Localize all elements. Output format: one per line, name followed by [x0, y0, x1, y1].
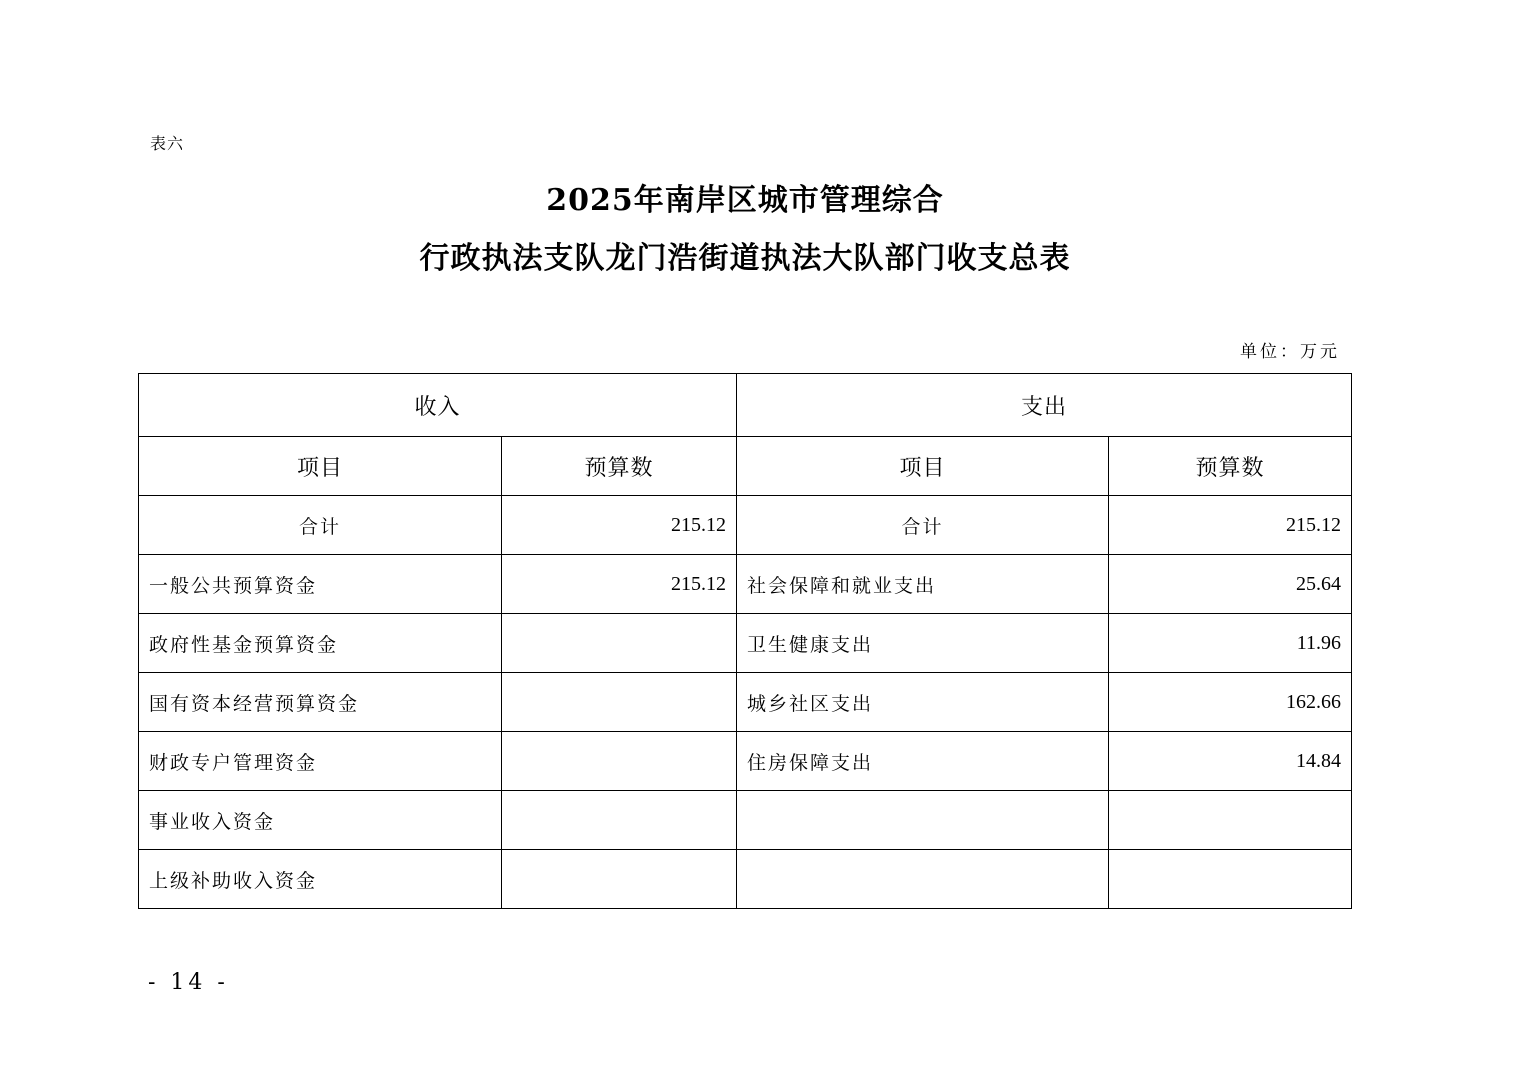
income-item-header: 项目 — [139, 437, 502, 496]
budget-table — [138, 373, 1352, 909]
income-value: 215.12 — [502, 555, 737, 614]
expense-item: 住房保障支出 — [737, 732, 1109, 791]
document-title-line-1: 2025年南岸区城市管理综合 — [546, 183, 944, 218]
income-item: 财政专户管理资金 — [139, 732, 502, 791]
income-total-value: 215.12 — [502, 496, 737, 555]
expense-value: 25.64 — [1109, 555, 1352, 614]
table-row — [139, 673, 1352, 732]
income-item: 事业收入资金 — [139, 791, 502, 850]
expense-item — [737, 850, 1109, 909]
expense-item-header: 项目 — [737, 437, 1109, 496]
income-item: 政府性基金预算资金 — [139, 614, 502, 673]
expense-value: 162.66 — [1109, 673, 1352, 732]
total-row — [139, 496, 1352, 555]
expense-total-label: 合计 — [737, 496, 1109, 555]
expense-value: 14.84 — [1109, 732, 1352, 791]
expense-budget-header: 预算数 — [1109, 437, 1352, 496]
expense-header: 支出 — [737, 374, 1352, 437]
expense-item: 城乡社区支出 — [737, 673, 1109, 732]
income-value — [502, 850, 737, 909]
unit-label: 单位：万元 — [1240, 342, 1340, 362]
income-item: 国有资本经营预算资金 — [139, 673, 502, 732]
income-value — [502, 673, 737, 732]
expense-value — [1109, 791, 1352, 850]
table-row — [139, 791, 1352, 850]
group-header-row — [139, 374, 1352, 437]
income-item: 一般公共预算资金 — [139, 555, 502, 614]
income-budget-header: 预算数 — [502, 437, 737, 496]
column-header-row — [139, 437, 1352, 496]
income-value — [502, 791, 737, 850]
income-total-label: 合计 — [139, 496, 502, 555]
expense-total-value: 215.12 — [1109, 496, 1352, 555]
document-title-line-2: 行政执法支队龙门浩街道执法大队部门收支总表 — [419, 241, 1071, 276]
table-label: 表六 — [150, 134, 185, 153]
expense-value: 11.96 — [1109, 614, 1352, 673]
table-row — [139, 732, 1352, 791]
income-item: 上级补助收入资金 — [139, 850, 502, 909]
table-row — [139, 614, 1352, 673]
expense-item — [737, 791, 1109, 850]
income-value — [502, 732, 737, 791]
income-value — [502, 614, 737, 673]
table-row — [139, 555, 1352, 614]
expense-item: 社会保障和就业支出 — [737, 555, 1109, 614]
expense-item: 卫生健康支出 — [737, 614, 1109, 673]
page-number: - 14 - — [148, 970, 229, 995]
table-row — [139, 850, 1352, 909]
expense-value — [1109, 850, 1352, 909]
income-header: 收入 — [139, 374, 737, 437]
